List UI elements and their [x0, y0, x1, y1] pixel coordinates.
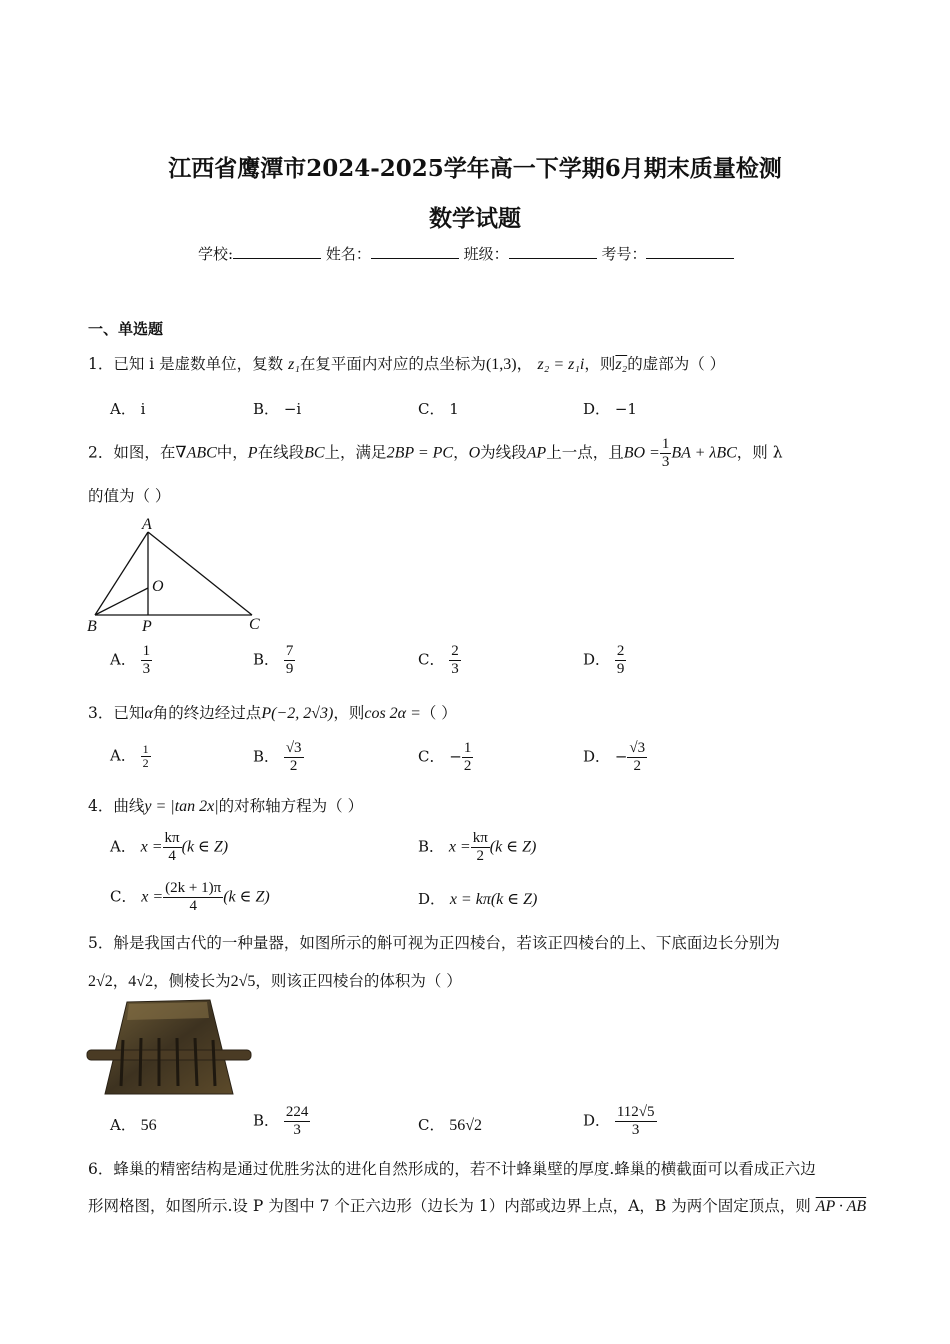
question-6: 6．蜂巢的精密结构是通过优胜劣汰的进化自然形成的，若不计蜂巢壁的厚度.蜂巢的横截面可以看成正六边	[88, 1160, 816, 1178]
q1-text-3: ，则	[584, 355, 616, 373]
q1-option-d[interactable]: D． −1	[583, 400, 637, 418]
q1-text: 已知 i 是虚数单位，复数	[113, 355, 284, 373]
hu-vessel-image	[85, 998, 255, 1098]
exam-subtitle: 数学试题	[429, 205, 521, 232]
question-4: 4．曲线y = |tan 2x|的对称轴方程为（ ）	[88, 797, 364, 815]
q5-option-d[interactable]: D． $\frac{112√5}{3}$	[583, 1104, 655, 1138]
question-5: 5．斛是我国古代的一种量器，如图所示的斛可视为正四棱台，若该正四棱台的上、下底面边长分别为	[88, 934, 780, 952]
exam-number-label: 考号：	[601, 245, 647, 263]
label-b: B	[87, 618, 97, 635]
question-2: 2．如图，在∇ABC中，P在线段BC上，满足2BP = PC，O为线段AP上一点，且BO = $\frac{1}{3}$ BA + λBC，则 λ	[88, 436, 783, 470]
exam-number-blank	[646, 244, 734, 259]
class-blank	[509, 244, 597, 259]
q5-option-b[interactable]: B． $\frac{224}{3}$	[253, 1104, 309, 1138]
question-1	[88, 353, 725, 376]
question-3: 3．已知α角的终边经过点P(−2, 2√3)，则cos 2α =（ ）	[88, 704, 457, 722]
q1-point: (1,3)，	[485, 356, 533, 373]
q1-number: 1．	[88, 355, 114, 373]
side-ab	[95, 532, 148, 615]
question-2-line-2: 的值为（ ）	[88, 487, 171, 505]
q4-option-d[interactable]: D． x = kπ(k ∈ Z)	[418, 890, 538, 908]
q1-conjugate: z₂	[615, 356, 628, 373]
q2-option-d[interactable]: D． $\frac{2}{9}$	[583, 643, 625, 677]
side-ac	[148, 532, 252, 615]
q2-option-a[interactable]: A． $\frac{1}{3}$	[110, 643, 151, 677]
label-a: A	[142, 516, 152, 533]
q1-option-b[interactable]: B． −i	[253, 400, 302, 418]
question-5-line-2: 2√2，4√2，侧棱长为2√5，则该正四棱台的体积为（ ）	[88, 972, 462, 990]
q1-equation: z₂ = z₁i	[537, 356, 585, 373]
q5-option-a[interactable]: A． 56	[110, 1116, 157, 1134]
school-blank	[233, 244, 321, 259]
name-blank	[371, 244, 459, 259]
q1-option-a[interactable]: A． i	[110, 400, 146, 418]
q2-option-b[interactable]: B． $\frac{7}{9}$	[253, 643, 294, 677]
class-label: 班级：	[463, 245, 509, 263]
q4-option-a[interactable]: A． x = $\frac{k\pi}{4}$ (k ∈ Z)	[110, 830, 229, 864]
label-c: C	[249, 616, 260, 633]
name-label: 姓名：	[325, 245, 371, 263]
q4-option-b[interactable]: B． x = $\frac{k\pi}{2}$ (k ∈ Z)	[418, 830, 537, 864]
label-p: P	[142, 618, 152, 635]
q3-option-c[interactable]: C． − $\frac{1}{2}$	[418, 740, 472, 774]
q3-option-b[interactable]: B． $\frac{√3}{2}$	[253, 740, 302, 774]
q1-text-4: 的虚部为（ ）	[627, 355, 726, 373]
q3-option-a[interactable]: A． $\frac{1}{2}$	[110, 742, 149, 770]
triangle-figure	[85, 515, 275, 635]
school-label: 学校:	[198, 245, 234, 263]
student-info-row	[198, 243, 734, 264]
q2-option-c[interactable]: C． $\frac{2}{3}$	[418, 643, 459, 677]
q1-z1: z₁	[288, 356, 300, 373]
label-o: O	[152, 578, 164, 595]
q1-text-2: 在复平面内对应的点坐标为	[299, 355, 486, 373]
q4-option-c[interactable]: C． x = $\frac{(2k + 1)\pi}{4}$ (k ∈ Z)	[110, 880, 270, 914]
q3-option-d[interactable]: D． − $\frac{√3}{2}$	[583, 740, 646, 774]
q5-option-c[interactable]: C． 56√2	[418, 1116, 483, 1134]
q1-option-c[interactable]: C． 1	[418, 400, 459, 418]
section-heading: 一、单选题	[88, 320, 164, 338]
exam-title: 江西省鹰潭市2024-2025学年高一下学期6月期末质量检测	[168, 155, 782, 182]
question-6-line-2: 形网格图，如图所示.设 P 为图中 7 个正六边形（边长为 1）内部或边界上点，A，B 为两个固定顶点，则 AP · AB	[88, 1197, 867, 1215]
